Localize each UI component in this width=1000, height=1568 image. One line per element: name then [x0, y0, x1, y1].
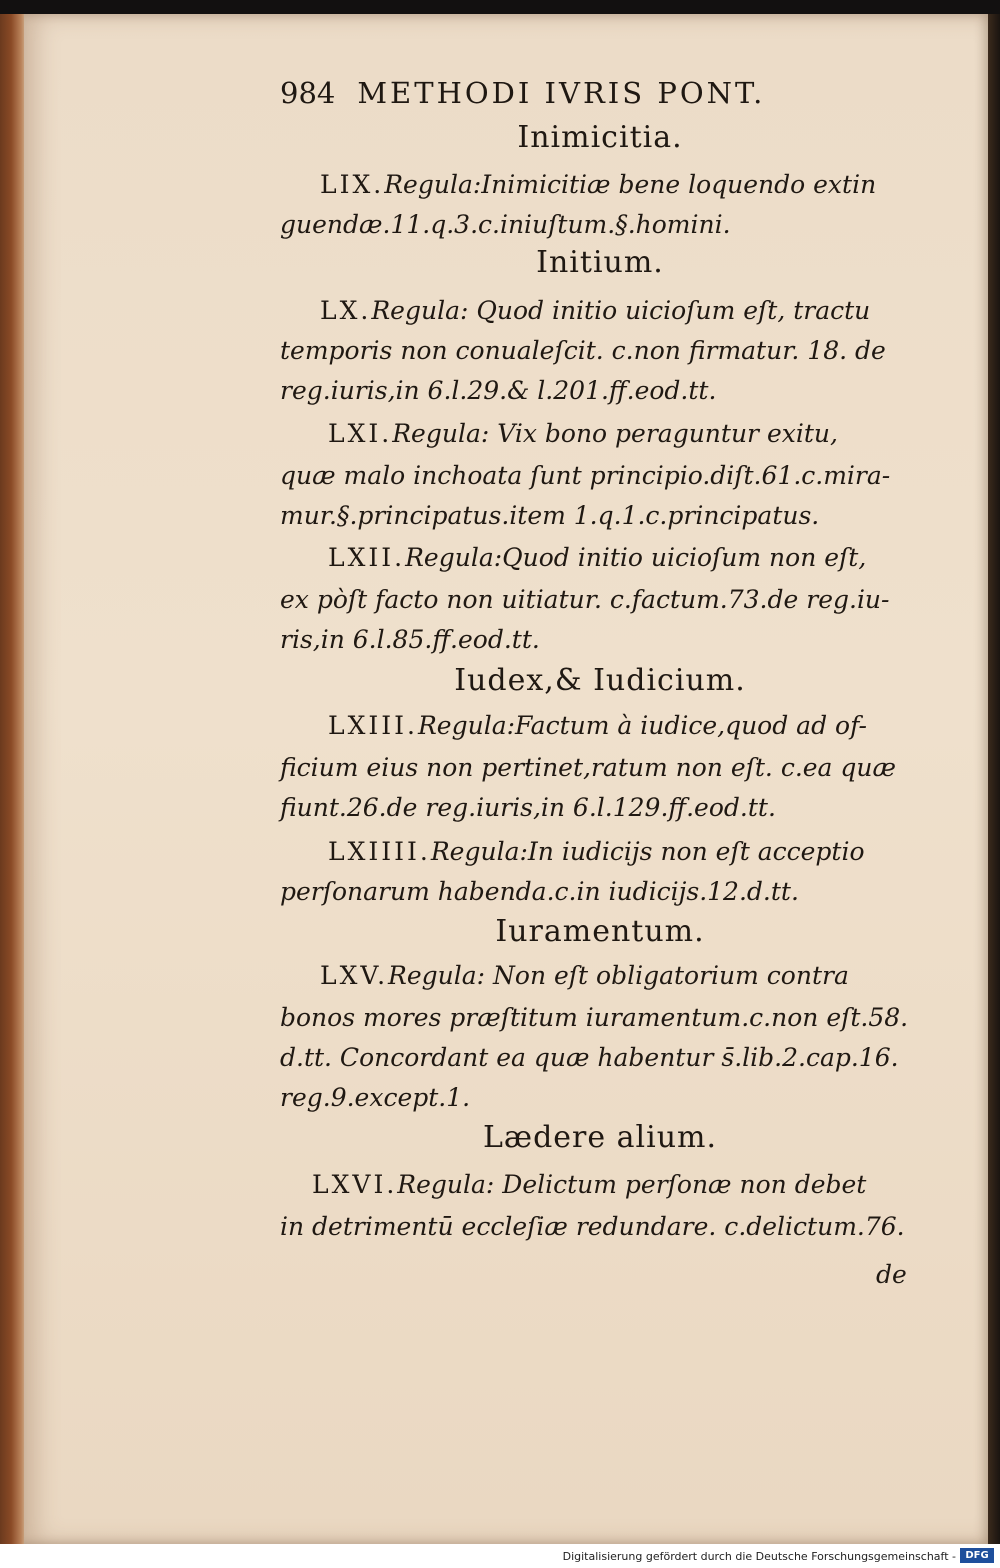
rule-text-line: mur.§.principatus.item 1.q.1.c.principatus. [280, 501, 820, 530]
page-number: 984 [280, 76, 336, 110]
rule-text-line: ex pòſt facto non uitiatur. c.factum.73.de reg.iu- [280, 585, 890, 614]
catchword: de [876, 1260, 907, 1289]
rule-number: LXII. [328, 543, 406, 572]
rule-60-line [280, 291, 916, 331]
section-heading-iuramentum: Iuramentum. [495, 914, 705, 949]
rule-text: Regula:In iudicijs non eſt acceptio [430, 837, 865, 866]
rule-text-line: reg.9.except.1. [280, 1083, 471, 1112]
rule-number: LXIII. [328, 711, 418, 740]
rule-number: LXVI. [312, 1170, 398, 1199]
rule-65-line [280, 956, 916, 996]
rule-number: LXI. [328, 419, 393, 448]
rule-text-line: ficium eius non pertinet,ratum non eſt. c.ea quæ [280, 753, 897, 782]
rule-text: Regula: Delictum perſonæ non debet [397, 1170, 867, 1199]
section-heading-inimicitia: Inimicitia. [517, 120, 683, 155]
rule-text: Regula: Quod initio uicioſum eſt, tractu [371, 296, 871, 325]
rule-number: LIX. [320, 170, 385, 199]
running-title: METHODI IVRIS PONT. [357, 76, 766, 110]
rule-text-line: guendæ.11.q.3.c.iniuſtum.§.homini. [280, 210, 731, 239]
rule-text: Regula:Quod initio uicioſum non eſt, [405, 543, 867, 572]
rule-63-line [280, 706, 916, 746]
rule-64-line [280, 832, 916, 872]
rule-text-line: fiunt.26.de reg.iuris,in 6.l.129.ff.eod.tt. [280, 793, 776, 822]
footer-credit: Digitalisierung gefördert durch die Deutsche Forschungsgemeinschaft - [562, 1550, 956, 1563]
section-heading-initium: Initium. [536, 245, 664, 280]
rule-text-line: perſonarum habenda.c.in iudicijs.12.d.tt. [280, 877, 799, 906]
rule-61-line [280, 414, 916, 454]
rule-text: Regula:Factum à iudice,quod ad of- [417, 711, 867, 740]
rule-number: LXIIII. [328, 837, 431, 866]
rule-62-line [280, 538, 916, 578]
rule-number: LXV. [320, 961, 389, 990]
rule-text-line: quæ malo inchoata ſunt principio.diſt.61.c.mira- [280, 461, 891, 490]
dfg-logo: DFG [960, 1548, 994, 1563]
rule-text: Regula:Inimicitiæ bene loquendo extin [384, 170, 877, 199]
rule-66-line [280, 1165, 916, 1205]
running-head [280, 76, 920, 110]
rule-number: LX. [320, 296, 372, 325]
rule-text-line: reg.iuris,in 6.l.29.& l.201.ff.eod.tt. [280, 376, 717, 405]
section-heading-laedere: Lædere alium. [482, 1120, 718, 1155]
rule-text: Regula: Non eſt obligatorium contra [388, 961, 849, 990]
rule-text-line: in detrimentū eccleſiæ redundare. c.delictum.76. [280, 1212, 905, 1241]
rule-text-line: ris,in 6.l.85.ff.eod.tt. [280, 625, 540, 654]
rule-text-line: d.tt. Concordant ea quæ habentur s̄.lib.2.cap.16. [280, 1043, 899, 1072]
rule-text: Regula: Vix bono peraguntur exitu, [392, 419, 838, 448]
page-right-edge [988, 14, 1000, 1544]
rule-text-line: bonos mores præſtitum iuramentum.c.non eſt.58. [280, 1003, 909, 1032]
rule-59-line [280, 165, 916, 205]
rule-text-line: temporis non conualeſcit. c.non firmatur. 18. de [280, 336, 886, 365]
section-heading-iudex: Iudex,& Iudicium. [454, 663, 746, 698]
